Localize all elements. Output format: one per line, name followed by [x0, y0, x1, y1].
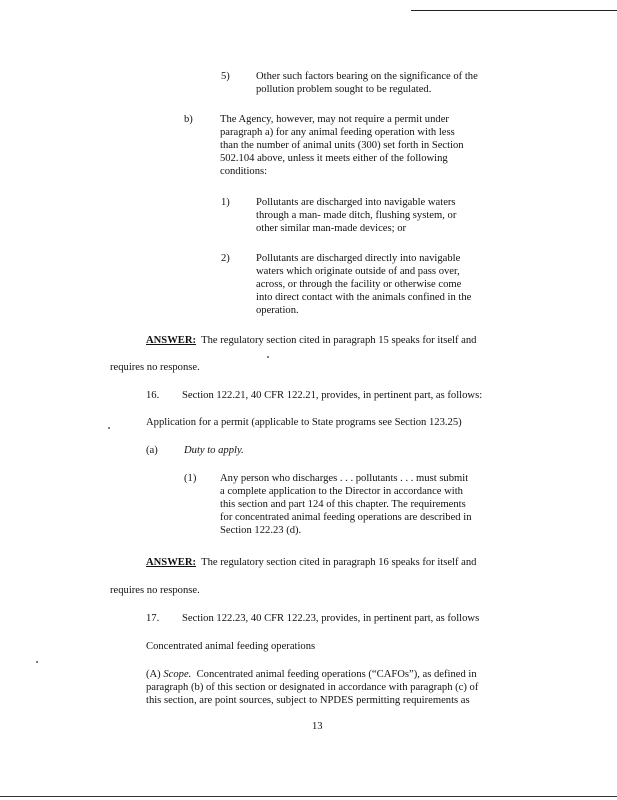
item-b-line: 502.104 above, unless it meets either of the following — [220, 153, 448, 164]
sub-2-line: into direct contact with the animals confined in the — [256, 292, 472, 303]
sub-2-line: Pollutants are discharged directly into navigable — [256, 253, 461, 264]
scope-line: paragraph (b) of this section or designated in accordance with paragraph (c) of — [146, 682, 479, 693]
answer-label: ANSWER: — [146, 335, 197, 346]
item-5-number: 5) — [221, 71, 230, 82]
item-b-line: conditions: — [220, 166, 268, 177]
sub-1-number: 1) — [221, 197, 230, 208]
item-b-line: The Agency, however, may not require a permit under — [220, 114, 449, 125]
item-5-line: pollution problem sought to be regulated. — [256, 84, 432, 95]
sub-1-line: through a man- made ditch, flushing system, or — [256, 210, 457, 221]
item-b-line: than the number of animal units (300) set forth in Section — [220, 140, 464, 151]
paragraph-16-text: Section 122.21, 40 CFR 122.21, provides, in pertinent part, as follows: — [182, 390, 483, 401]
item-a1-line: Section 122.23 (d). — [220, 525, 302, 536]
item-a1-line: for concentrated animal feeding operations are described in — [220, 512, 472, 523]
scan-speck — [108, 427, 110, 429]
sub-1-text — [256, 196, 456, 235]
item-b-number: b) — [184, 114, 193, 125]
item-a1-text — [220, 472, 472, 537]
page-number: 13 — [312, 721, 323, 732]
scope-line — [146, 668, 478, 681]
scope-title: Scope. — [163, 669, 192, 680]
subsection-a-number: (a) — [146, 445, 158, 456]
sub-2-line: across, or through the facility or otherwise come — [256, 279, 462, 290]
scan-speck — [267, 356, 269, 358]
answer-label: ANSWER: — [146, 557, 197, 568]
application-heading: Application for a permit (applicable to State programs see Section 123.25) — [146, 417, 462, 428]
answer-text: The regulatory section cited in paragraph 15 speaks for itself and — [196, 335, 477, 346]
item-a1-line: Any person who discharges . . . pollutants . . . must submit — [220, 473, 469, 484]
scope-text: Concentrated animal feeding operations (“CAFOs”), as defined in — [191, 669, 477, 680]
item-a1-line: a complete application to the Director in accordance with — [220, 486, 463, 497]
sub-1-line: other similar man-made devices; or — [256, 223, 407, 234]
top-rule — [411, 10, 617, 11]
answer-1 — [146, 334, 476, 347]
sub-2-line: operation. — [256, 305, 299, 316]
scan-speck — [36, 661, 38, 663]
sub-2-number: 2) — [221, 253, 230, 264]
paragraph-17-text: Section 122.23, 40 CFR 122.23, provides, in pertinent part, as follows — [182, 613, 480, 624]
paragraph-17-number: 17. — [146, 613, 160, 624]
answer-2 — [146, 556, 476, 569]
sub-2-line: waters which originate outside of and pass over, — [256, 266, 460, 277]
answer-2-continuation: requires no response. — [110, 585, 200, 596]
item-a1-line: this section and part 124 of this chapter. The requirements — [220, 499, 466, 510]
item-5-line: Other such factors bearing on the significance of the — [256, 71, 478, 82]
paragraph-16-number: 16. — [146, 390, 160, 401]
item-a1-number: (1) — [184, 473, 197, 484]
subsection-a-title: Duty to apply. — [184, 445, 244, 456]
item-b-text — [220, 113, 464, 178]
item-5-text — [256, 70, 478, 96]
sub-2-text — [256, 252, 471, 317]
answer-text: The regulatory section cited in paragraph 16 speaks for itself and — [196, 557, 477, 568]
sub-1-line: Pollutants are discharged into navigable waters — [256, 197, 456, 208]
scope-line: this section, are point sources, subject to NPDES permitting requirements as — [146, 695, 470, 706]
scope-paragraph — [146, 668, 478, 707]
item-b-line: paragraph a) for any animal feeding operation with less — [220, 127, 455, 138]
answer-1-continuation: requires no response. — [110, 362, 200, 373]
cafo-heading: Concentrated animal feeding operations — [146, 641, 316, 652]
scope-prefix: (A) — [146, 669, 164, 680]
bottom-rule — [0, 796, 617, 797]
